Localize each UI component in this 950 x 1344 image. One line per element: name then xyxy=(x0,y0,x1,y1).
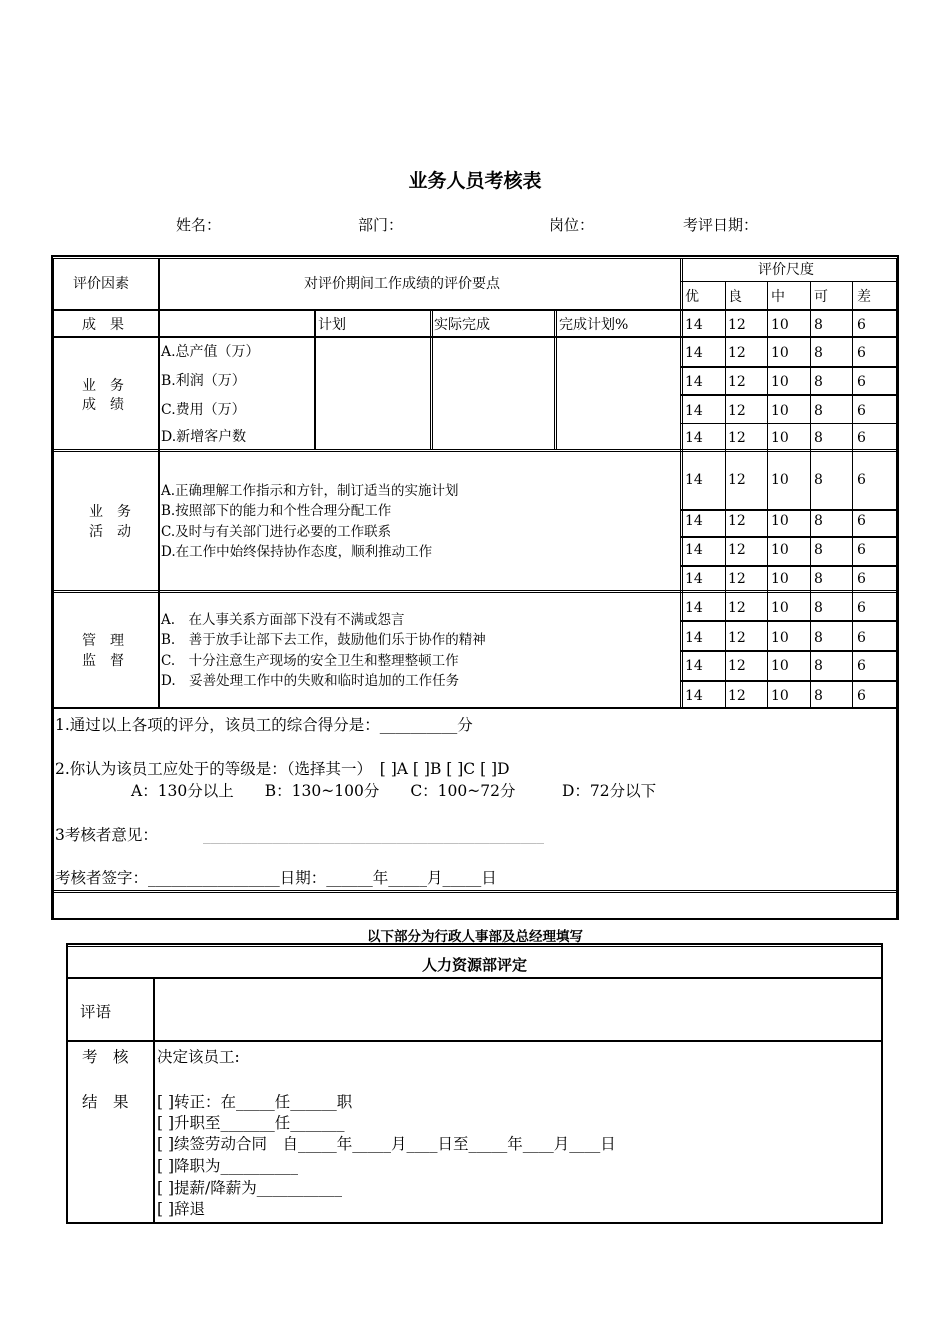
section2-item-b: B.按照部下的能力和个性合理分配工作 xyxy=(161,503,392,519)
score-option[interactable]: 8 xyxy=(814,600,823,616)
reviewer-opinion-line: ____________________________________________ xyxy=(203,826,544,844)
hr-result-label-2: 结 果 xyxy=(82,1093,129,1111)
page-title: 业务人员考核表 xyxy=(408,170,542,192)
grid-v-line xyxy=(682,258,683,708)
score-option[interactable]: 14 xyxy=(685,630,703,646)
reviewer-opinion-label: 3考核者意见： xyxy=(55,826,158,844)
grid-v-line xyxy=(810,281,811,708)
score-option[interactable]: 14 xyxy=(685,403,703,419)
score-option[interactable]: 10 xyxy=(771,658,789,674)
grid-h-line xyxy=(681,681,897,682)
score-option[interactable]: 10 xyxy=(771,571,789,587)
hr-comment-line xyxy=(68,1040,881,1042)
score-option[interactable]: 10 xyxy=(771,345,789,361)
score-option[interactable]: 14 xyxy=(685,430,703,446)
score-option[interactable]: 12 xyxy=(728,472,746,488)
grid-h-line xyxy=(53,337,897,338)
section1-item-d: D.新增客户数 xyxy=(161,429,247,445)
score-option[interactable]: 6 xyxy=(857,430,866,446)
score-option[interactable]: 10 xyxy=(771,430,789,446)
section3-item-a: A. 在人事关系方面部下没有不满或怨言 xyxy=(161,612,405,628)
option-regularize: [ ]转正：在_____任______职 xyxy=(157,1093,353,1111)
points-header: 对评价期间工作成绩的评价要点 xyxy=(304,276,500,292)
score-option[interactable]: 14 xyxy=(685,571,703,587)
grid-h-line xyxy=(53,258,897,259)
score-option[interactable]: 6 xyxy=(857,688,866,704)
score-option[interactable]: 14 xyxy=(685,600,703,616)
score-option[interactable]: 14 xyxy=(685,658,703,674)
grid-v-line xyxy=(432,309,433,450)
score-option[interactable]: 14 xyxy=(685,472,703,488)
fill-note: 以下部分为行政人事部及总经理填写 xyxy=(367,929,583,945)
hr-title: 人力资源部评定 xyxy=(421,956,527,974)
hr-result-label-1: 考 核 xyxy=(82,1048,129,1066)
section3-item-c: C. 十分注意生产现场的安全卫生和整理整顿工作 xyxy=(161,653,459,669)
grid-h-line xyxy=(53,892,897,893)
section1-label-2: 成 绩 xyxy=(82,397,124,413)
score-option[interactable]: 12 xyxy=(728,317,746,333)
score-option[interactable]: 6 xyxy=(857,403,866,419)
completion-label: 完成计划% xyxy=(559,317,629,333)
score-option[interactable]: 6 xyxy=(857,658,866,674)
score-option[interactable]: 8 xyxy=(814,317,823,333)
option-renew-contract: [ ]续签劳动合同 自_____年_____月____日至_____年____月____日 xyxy=(157,1135,616,1153)
grid-h-line xyxy=(681,510,897,511)
decide-text: 决定该员工: xyxy=(157,1048,240,1066)
score-option[interactable]: 6 xyxy=(857,571,866,587)
grid-v-line xyxy=(315,309,316,450)
section2-item-a: A.正确理解工作指示和方针，制订适当的实施计划 xyxy=(161,483,459,499)
score-option[interactable]: 12 xyxy=(728,430,746,446)
score-option[interactable]: 12 xyxy=(728,571,746,587)
grid-h-line xyxy=(53,590,897,591)
grade-question: 2.你认为该员工应处于的等级是：（选择其一） [ ]A [ ]B [ ]C [ ]D xyxy=(55,760,510,778)
scale-header: 评价尺度 xyxy=(758,262,814,278)
grid-h-line xyxy=(53,890,897,891)
score-option[interactable]: 10 xyxy=(771,688,789,704)
grid-h-line xyxy=(681,651,897,652)
score-option[interactable]: 12 xyxy=(728,658,746,674)
scale-level: 可 xyxy=(814,289,828,305)
scale-level: 中 xyxy=(771,289,785,305)
grid-h-line xyxy=(681,423,897,424)
option-dismiss: [ ]辞退 xyxy=(157,1200,206,1218)
score-option[interactable]: 12 xyxy=(728,345,746,361)
score-option[interactable]: 12 xyxy=(728,513,746,529)
grid-h-line xyxy=(681,281,897,282)
score-option[interactable]: 8 xyxy=(814,630,823,646)
grid-h-line xyxy=(53,592,897,593)
section2-item-d: D.在工作中始终保持协作态度，顺利推动工作 xyxy=(161,544,433,560)
grid-v-line xyxy=(430,309,431,450)
section3-label-2: 监 督 xyxy=(82,653,124,669)
score-option[interactable]: 8 xyxy=(814,430,823,446)
score-option[interactable]: 8 xyxy=(814,571,823,587)
section3-item-b: B. 善于放手让部下去工作，鼓励他们乐于协作的精神 xyxy=(161,632,486,648)
score-option[interactable]: 12 xyxy=(728,688,746,704)
grid-v-line xyxy=(556,309,557,450)
grid-h-line xyxy=(53,708,897,709)
score-option[interactable]: 8 xyxy=(814,374,823,390)
score-option[interactable]: 6 xyxy=(857,542,866,558)
total-score-line: 1.通过以上各项的评分，该员工的综合得分是：__________分 xyxy=(55,716,473,734)
score-option[interactable]: 12 xyxy=(728,630,746,646)
score-option[interactable]: 10 xyxy=(771,630,789,646)
section2-item-c: C.及时与有关部门进行必要的工作联系 xyxy=(161,524,392,540)
grid-h-line xyxy=(681,367,897,368)
dept-label: 部门： xyxy=(358,216,404,234)
factor-header: 评价因素 xyxy=(73,276,129,292)
grid-v-line xyxy=(725,281,726,708)
score-option[interactable]: 6 xyxy=(857,513,866,529)
score-option[interactable]: 8 xyxy=(814,688,823,704)
grid-v-line xyxy=(896,258,897,918)
grid-v-line xyxy=(159,258,160,708)
grid-h-line xyxy=(681,621,897,622)
score-option[interactable]: 10 xyxy=(771,600,789,616)
section1-item-b: B.利润（万） xyxy=(161,373,246,389)
plan-label: 计划 xyxy=(318,317,346,333)
hr-inner-top-line xyxy=(68,946,881,947)
comment-label: 评语 xyxy=(80,1003,112,1021)
grid-v-line xyxy=(53,258,54,918)
grid-h-line xyxy=(53,451,897,452)
score-option[interactable]: 10 xyxy=(771,317,789,333)
score-option[interactable]: 10 xyxy=(771,472,789,488)
actual-label: 实际完成 xyxy=(434,317,490,333)
section2-label-1: 业 务 xyxy=(89,504,131,520)
section3-item-d: D. 妥善处理工作中的失败和临时追加的工作任务 xyxy=(161,673,460,689)
score-option[interactable]: 8 xyxy=(814,513,823,529)
grid-h-line xyxy=(681,537,897,538)
scale-level: 差 xyxy=(857,289,871,305)
name-label: 姓名： xyxy=(176,216,222,234)
option-salary-change: [ ]提薪/降薪为___________ xyxy=(157,1179,342,1197)
score-option[interactable]: 8 xyxy=(814,345,823,361)
score-option[interactable]: 14 xyxy=(685,374,703,390)
option-promote: [ ]升职至_______任_______ xyxy=(157,1114,345,1132)
scale-level: 优 xyxy=(685,289,699,305)
grid-h-line xyxy=(681,395,897,396)
reviewer-signature-line: 考核者签字：_________________日期：______年_____月_____日 xyxy=(55,869,497,887)
score-option[interactable]: 14 xyxy=(685,513,703,529)
score-option[interactable]: 12 xyxy=(728,403,746,419)
section1-label-1: 业 务 xyxy=(82,378,124,394)
grid-h-line xyxy=(53,449,897,450)
score-option[interactable]: 6 xyxy=(857,472,866,488)
score-option[interactable]: 14 xyxy=(685,688,703,704)
hr-title-line xyxy=(68,977,881,979)
score-option[interactable]: 10 xyxy=(771,374,789,390)
grid-v-line xyxy=(554,309,555,450)
score-option[interactable]: 6 xyxy=(857,630,866,646)
score-option[interactable]: 14 xyxy=(685,345,703,361)
score-option[interactable]: 10 xyxy=(771,403,789,419)
score-option[interactable]: 8 xyxy=(814,472,823,488)
score-option[interactable]: 14 xyxy=(685,317,703,333)
section3-label-1: 管 理 xyxy=(82,633,124,649)
score-option[interactable]: 8 xyxy=(814,403,823,419)
score-option[interactable]: 10 xyxy=(771,542,789,558)
result-label: 成 果 xyxy=(82,317,124,333)
score-option[interactable]: 6 xyxy=(857,600,866,616)
post-label: 岗位： xyxy=(549,216,595,234)
option-demote: [ ]降职为__________ xyxy=(157,1157,299,1175)
score-option[interactable]: 6 xyxy=(857,317,866,333)
score-option[interactable]: 12 xyxy=(728,374,746,390)
score-option[interactable]: 12 xyxy=(728,600,746,616)
score-option[interactable]: 6 xyxy=(857,345,866,361)
score-option[interactable]: 12 xyxy=(728,542,746,558)
grid-h-line xyxy=(681,566,897,567)
score-option[interactable]: 10 xyxy=(771,513,789,529)
section1-item-c: C.费用（万） xyxy=(161,402,246,418)
score-option[interactable]: 8 xyxy=(814,542,823,558)
grade-options: A：130分以上 B：130~100分 C：100~72分 D：72分以下 xyxy=(131,782,657,800)
score-option[interactable]: 6 xyxy=(857,374,866,390)
section1-item-a: A.总产值（万） xyxy=(161,344,260,360)
grid-v-line xyxy=(767,281,768,708)
grid-v-line xyxy=(680,258,681,708)
hr-col-line xyxy=(153,978,155,1222)
scale-level: 良 xyxy=(728,289,742,305)
grid-h-line xyxy=(53,310,897,311)
review-date-label: 考评日期： xyxy=(683,216,759,234)
section2-label-2: 活 动 xyxy=(89,524,131,540)
grid-v-line xyxy=(852,281,853,708)
score-option[interactable]: 8 xyxy=(814,658,823,674)
score-option[interactable]: 14 xyxy=(685,542,703,558)
